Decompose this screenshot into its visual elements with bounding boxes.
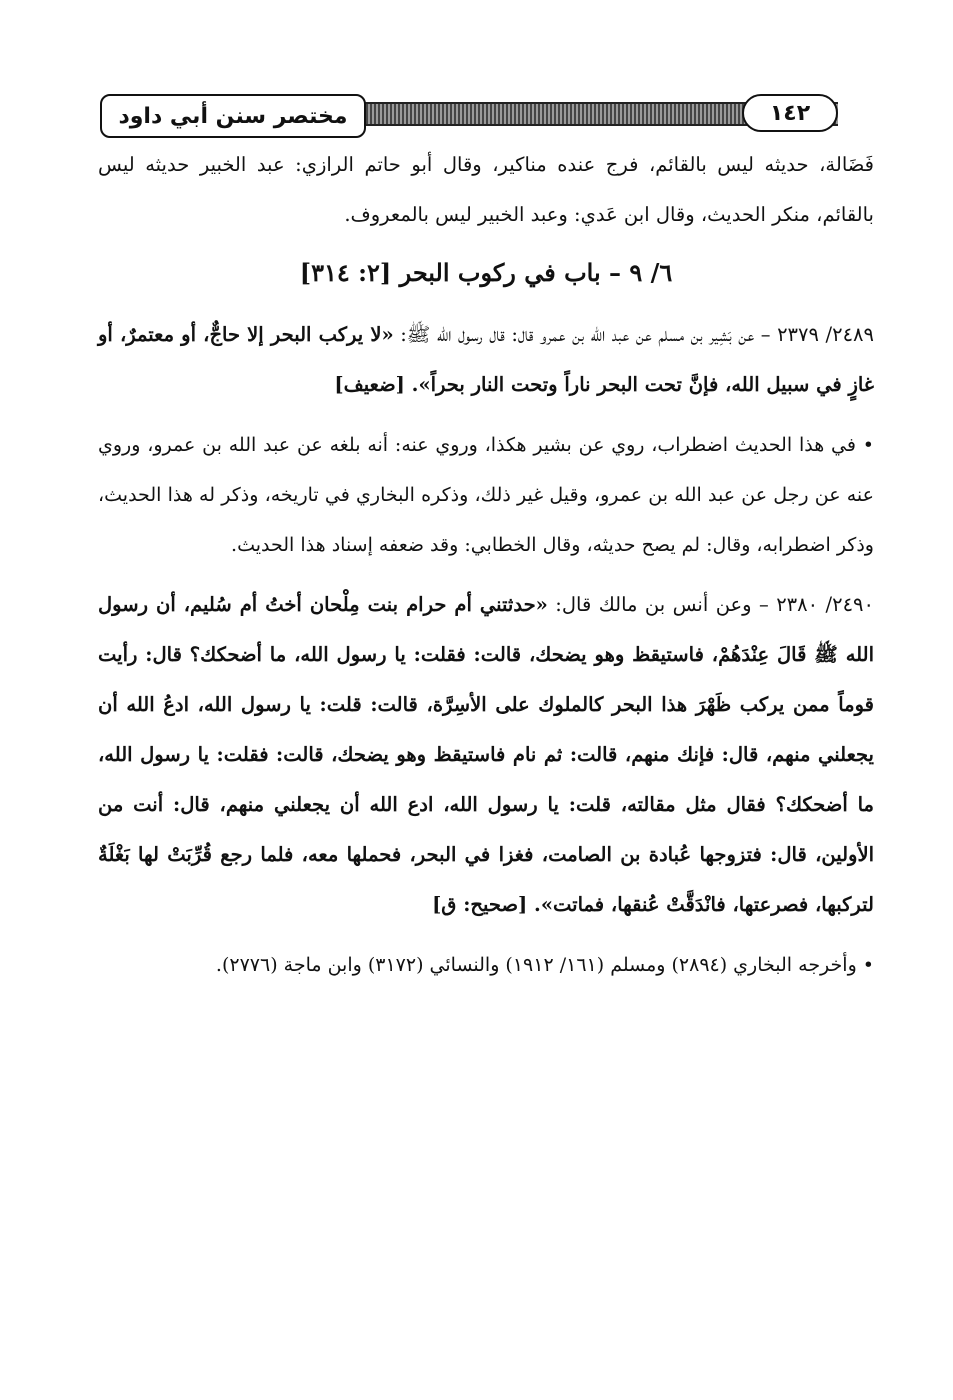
hadith-2490 (98, 580, 874, 930)
hadith-2489 (98, 310, 874, 410)
page-number: ١٤٢ (769, 100, 811, 126)
page-header (100, 94, 868, 140)
hadith-2489-note: • في هذا الحديث اضطراب، روي عن بشير هكذا، وروي عنه: أنه بلغه عن عبد الله بن عمرو، وروي عنه عن رجل عن عبد الله بن عمرو، وقيل غير ذلك، وذكره البخاري في تاريخه، وذكر له هذا الحديث، وذكر اضطرابه، وقال: لم يصح حديثه، وقال الخطابي: وقد ضعفه إسناد هذا الحديث. (98, 434, 874, 556)
page-number-badge (742, 94, 838, 132)
chapter-heading: ٦/ ٩ – باب في ركوب البحر [٢: ٣١٤] (299, 258, 673, 287)
intro-paragraph: فَضَالة، حديثه ليس بالقائم، فرج عنده مناكير، وقال أبو حاتم الرازي: عبد الخبير حديثه ليس بالقائم، منكر الحديث، وقال ابن عَدي: وعبد الخبير ليس بالمعروف. (98, 153, 874, 226)
hadith-2490-text: «حدثتني أم حرام بنت مِلْحان أختُ أم سُليم، أن رسول الله ﷺ قَالَ عِنْدَهُمْ، فاستيقظ وهو يضحك، قالت: فقلت: يا رسول الله، ما أضحكك؟ قال: رأيت قوماً ممن يركب ظَهْرَ هذا البحر كالملوك على الأسِرَّة، قالت: قلت: يا رسول الله، ادعُ الله أن يجعلني منهم، قال: فإنك منهم، قالت: ثم نام فاستيقظ وهو يضحك، قالت: فقلت: يا رسول الله، ما أضحكك؟ فقال مثل مقالته، قلت: يا رسول الله، ادع الله أن يجعلني منهم، قال: أنت من الأولين، قال: فتزوجها عُبادة بن الصامت، فغزا في البحر، فحملها معه، فلما رجع قُرِّبَتْ لها بَغْلَةٌ لتركبها، فصرعتها، فانْدَقَّتْ عُنقها، فماتت». [صحيح: ق] (98, 593, 874, 916)
hadith-2489-text: «لا يركب البحر إلا حاجٌّ، أو معتمرٌ، أو غازٍ في سبيل الله، فإنَّ تحت البحر ناراً وتحت النار بحراً». [ضعيف] (98, 323, 874, 396)
hadith-2490-intro: ٢٤٩٠/ ٢٣٨٠ – وعن أنس بن مالك قال: (555, 593, 874, 616)
book-title: مختصر سنن أبي داود (118, 103, 348, 129)
book-title-box (100, 94, 366, 138)
hadith-2490-note: • وأخرجه البخاري (٢٨٩٤) ومسلم (١٦١/ ١٩١٢) والنسائي (٣١٧٢) وابن ماجة (٢٧٧٦). (215, 954, 874, 976)
hadith-2489-intro: ٢٤٨٩/ ٢٣٧٩ – عن بَشِير بن مسلم عن عبد الله بن عمرو قال: قال رسول الله ﷺ: (400, 323, 874, 346)
page-content (98, 140, 874, 990)
